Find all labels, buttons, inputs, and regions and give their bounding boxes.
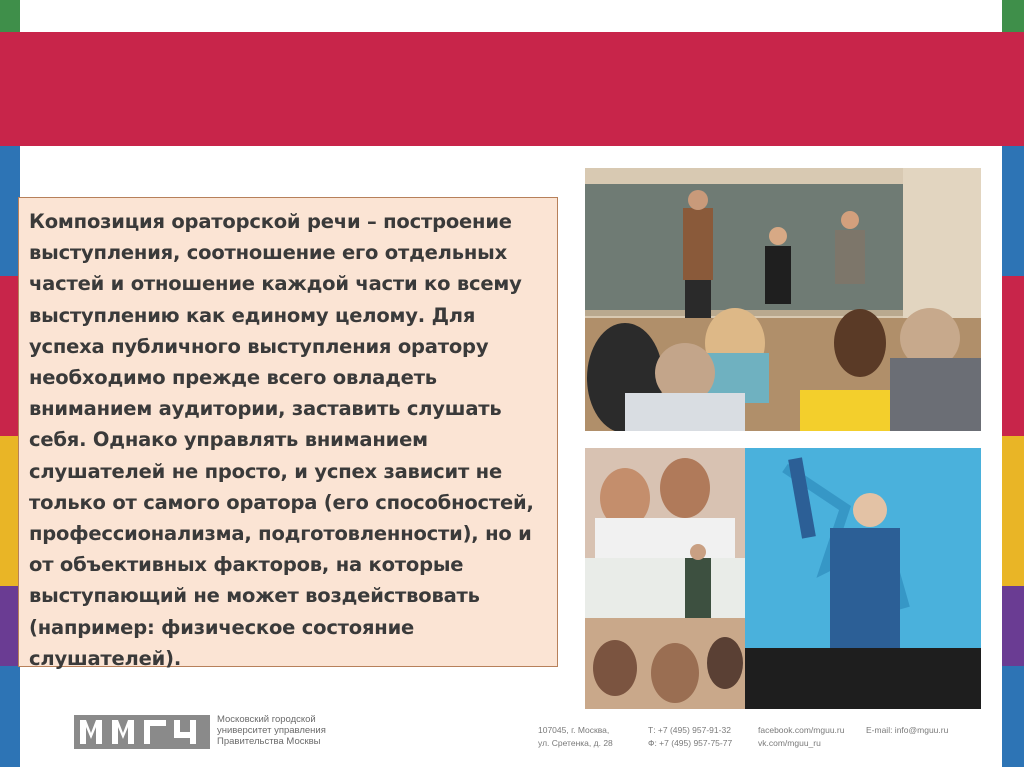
title-band xyxy=(0,32,1024,146)
university-name-line1: Московский городской xyxy=(217,714,316,725)
social-block xyxy=(758,724,844,750)
facebook-link[interactable]: facebook.com/mguu.ru xyxy=(758,725,845,735)
university-name-line3: Правительства Москвы xyxy=(217,736,321,747)
university-name xyxy=(217,714,326,747)
top-margin xyxy=(20,0,1002,32)
speaker-collage-photo xyxy=(585,448,981,709)
body-text: Композиция ораторской речи – построение выступления, соотношение его отдельных частей и отношение каждой части ко всему выступлению как единому целому. Для успеха публичного выступления оратору необходимо прежде всего овладеть вниманием аудитории, заставить слушать себя. Однако управлять вниманием слушателей не просто, и успех зависит не только от самого оратора (его способностей, профессионализма, подготовленности), но и от объективных факторов, на которые выступающий не может воздействовать (например: физическое состояние слушателей). xyxy=(29,210,534,670)
address-block xyxy=(538,724,613,750)
address-line1: 107045, г. Москва, xyxy=(538,725,610,735)
vk-link[interactable]: vk.com/mguu_ru xyxy=(758,738,821,748)
classroom-photo xyxy=(585,168,981,431)
phone-number: Т: +7 (495) 957-91-32 xyxy=(648,725,731,735)
email-link[interactable]: E-mail: info@mguu.ru xyxy=(866,725,949,735)
email-block xyxy=(866,724,948,737)
university-logo xyxy=(74,715,210,754)
address-line2: ул. Сретенка, д. 28 xyxy=(538,738,613,748)
body-text-box xyxy=(18,197,558,670)
fax-number: Ф: +7 (495) 957-75-77 xyxy=(648,738,733,748)
phone-block xyxy=(648,724,732,750)
university-name-line2: университет управления xyxy=(217,725,326,736)
